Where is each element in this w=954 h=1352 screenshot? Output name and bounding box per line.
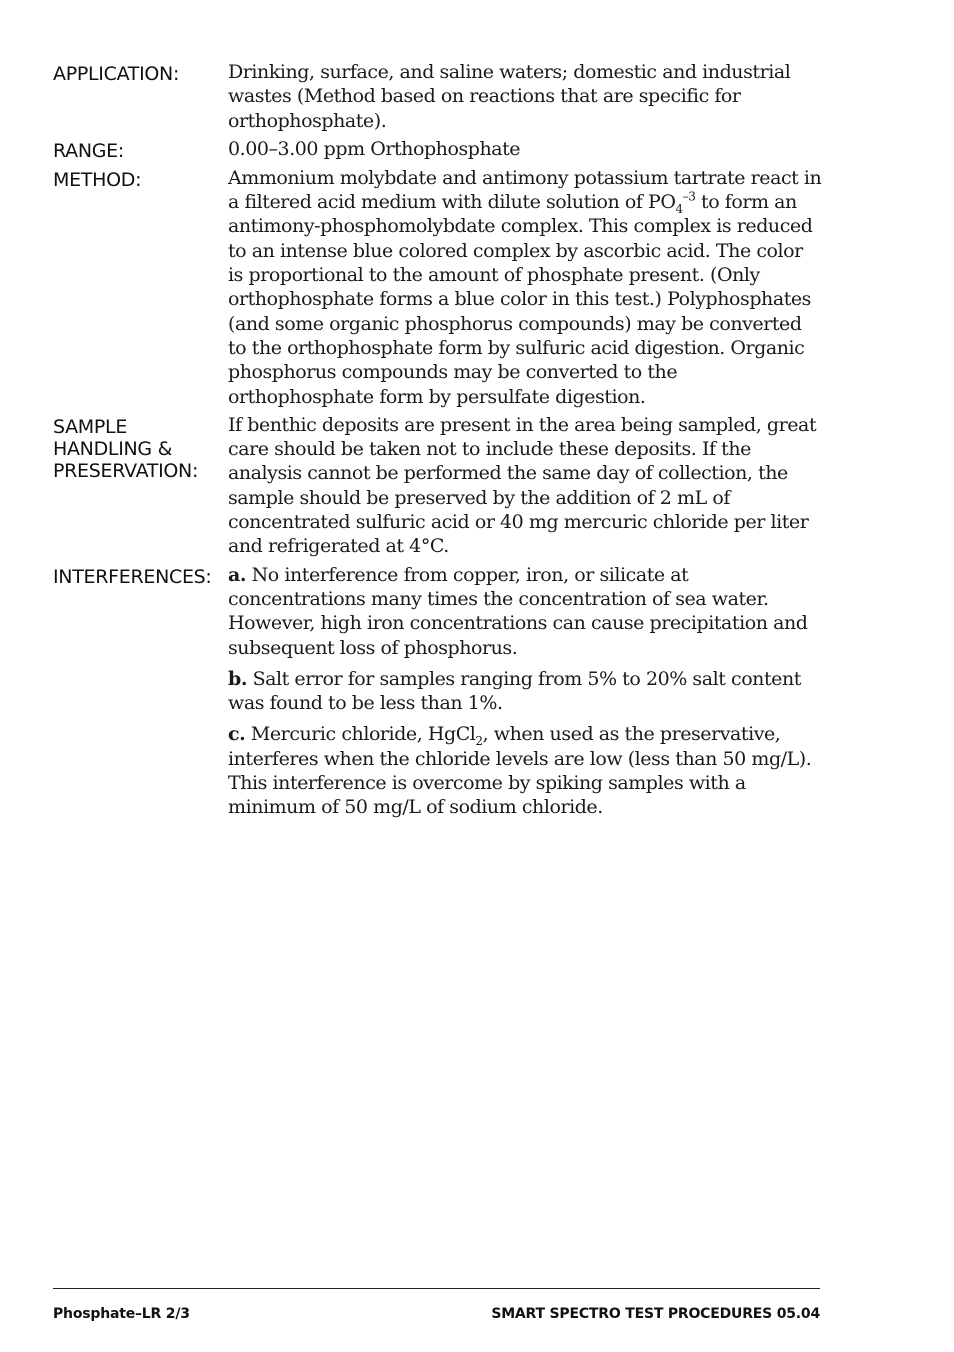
interference-item-c: c. Mercuric chloride, HgCl$_2$, when used as the preservative, interferes when the chloride levels are low (less than 50 mg/L). This interference is overcome by spiking samples with a minimum of 50 mg/L of sodium chloride. — [228, 723, 812, 819]
application-section — [53, 60, 823, 133]
interferences-text — [228, 563, 823, 820]
range-label: RANGE: — [53, 139, 124, 162]
interferences-label: INTERFERENCES: — [53, 565, 212, 588]
footer-page-label: Phosphate–LR 2/3 — [53, 1306, 190, 1322]
range-text: 0.00–3.00 ppm Orthophosphate — [228, 137, 521, 160]
footer-divider — [53, 1288, 820, 1289]
sample-handling-section — [53, 413, 823, 559]
application-text: Drinking, surface, and saline waters; domestic and industrial wastes (Method based on reactions that are specific for orthophosphate). — [228, 61, 791, 132]
interference-item-b: b. Salt error for samples ranging from 5% to 20% salt content was found to be less than 1%. — [228, 667, 801, 715]
method-text: Ammonium molybdate and antimony potassium tartrate react in a filtered acid medium with dilute solution of $PO_4^{-3}$ to form an antimony-phosphomolybdate complex. This complex is reduced to an intense blue colored complex by ascorbic acid. The color is proportional to the amount of phosphate present. (Only orthophosphate forms a blue color in this test.) Polyphosphates (and some organic phosphorus compounds) may be converted to the orthophosphate form by sulfuric acid digestion. Organic phosphorus compounds may be converted to the orthophosphate form by persulfate digestion. — [228, 166, 822, 408]
sample-handling-label: SAMPLE HANDLING & PRESERVATION: — [53, 415, 199, 482]
document-body — [53, 60, 823, 824]
range-section — [53, 137, 823, 162]
footer-publication-label: SMART SPECTRO TEST PROCEDURES 05.04 — [491, 1306, 820, 1322]
application-label: APPLICATION: — [53, 63, 180, 85]
method-section — [53, 166, 823, 409]
sample-handling-text: If benthic deposits are present in the area being sampled, great care should be taken not to include these deposits. If the analysis cannot be performed the same day of collection, the sample should be preserved by the addition of 2 mL of concentrated sulfuric acid or 40 mg mercuric chloride per liter and refrigerated at 4°C. — [228, 413, 817, 558]
method-label: METHOD: — [53, 168, 142, 191]
interference-item-a: a. No interference from copper, iron, or silicate at concentrations many times the concentration of sea water. However, high iron concentrations can cause precipitation and subsequent loss of phosphorus. — [228, 563, 808, 659]
interferences-section — [53, 563, 823, 820]
